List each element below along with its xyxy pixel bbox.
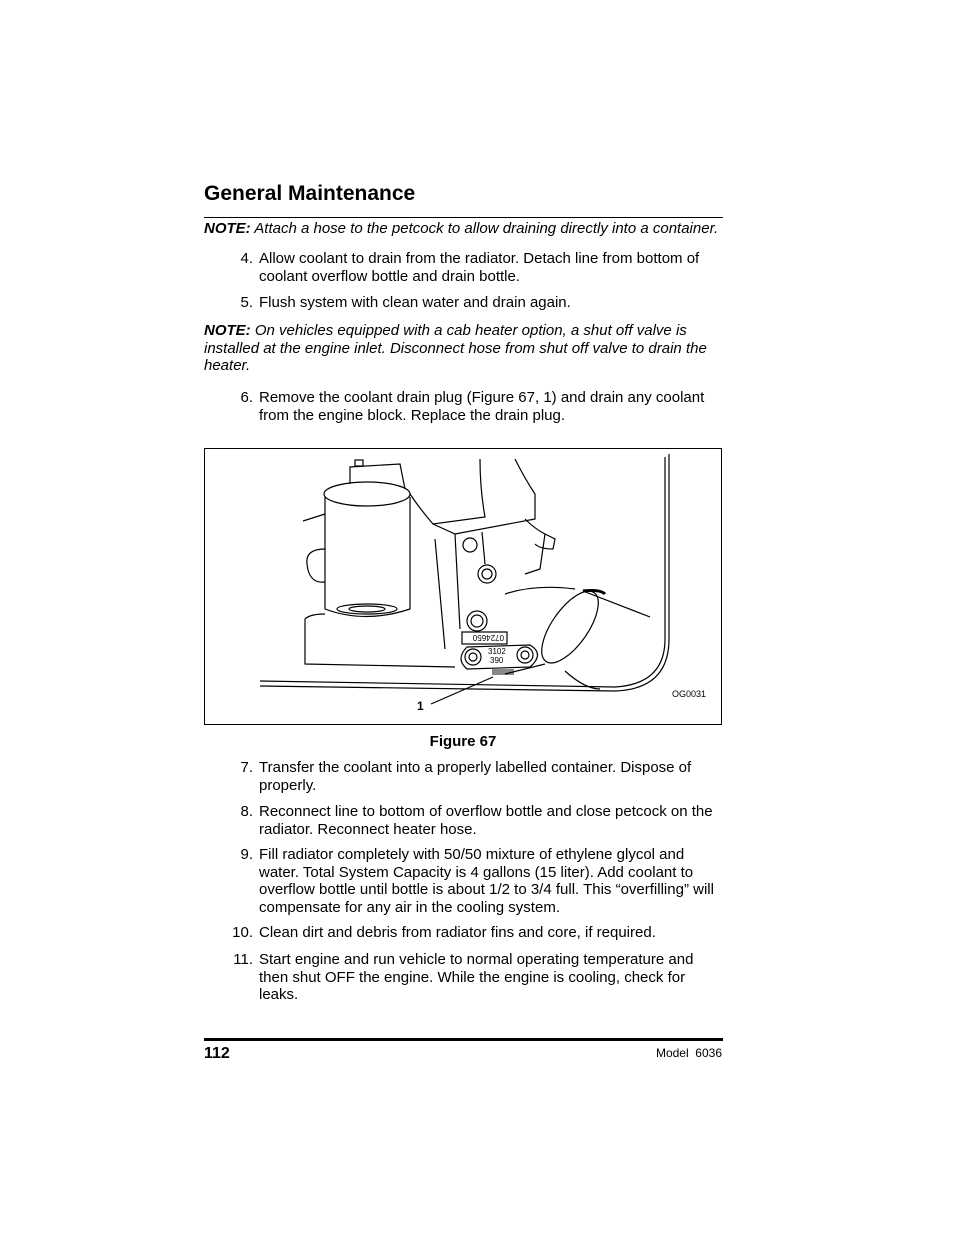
title-rule (204, 217, 723, 218)
page-number: 112 (204, 1045, 230, 1062)
footer-rule (204, 1038, 723, 1041)
step-7: 7. Transfer the coolant into a properly labelled container. Dispose of properly. (240, 759, 692, 794)
engine-drain-plug-illustration (205, 449, 721, 724)
figure-67 (204, 448, 722, 725)
figure-code: OG0031 (672, 689, 707, 699)
figure-caption: Figure 67 (429, 733, 497, 750)
step-10: 10. Clean dirt and debris from radiator fins and core, if required. (232, 924, 656, 941)
part-number-label: 390 (490, 656, 504, 665)
page-title: General Maintenance (204, 182, 416, 205)
callout-1: 1 (417, 699, 424, 713)
step-9: 9. Fill radiator completely with 50/50 mixture of ethylene glycol and water. Total System Capacity is 4 gallons (15 liter). Add coolant to overflow bottle until bottle is about 1/2 to 3/4 full. This “overfilling” will compensate for any air in the cooling system. (240, 846, 714, 916)
step-8: 8. Reconnect line to bottom of overflow bottle and close petcock on the radiator. Reconnect heater hose. (240, 803, 713, 838)
step-11: 11. Start engine and run vehicle to normal operating temperature and then shut OFF the engine. While the engine is cooling, check for leaks. (233, 951, 694, 1003)
note-cab-heater: NOTE: On vehicles equipped with a cab heater option, a shut off valve is installed at the engine inlet. Disconnect hose from shut off valve to drain the heater. (204, 322, 707, 374)
part-number-label: 3102 (488, 647, 506, 656)
step-5: 5. Flush system with clean water and drain again. (240, 294, 571, 311)
part-number-label: 0724650 (472, 633, 504, 642)
step-6: 6. Remove the coolant drain plug (Figure 67, 1) and drain any coolant from the engine block. Replace the drain plug. (240, 389, 705, 424)
model-label: Model 6036 (655, 1046, 722, 1060)
step-4: 4. Allow coolant to drain from the radiator. Detach line from bottom of coolant overflow bottle and drain bottle. (240, 250, 700, 285)
note-petcock: NOTE: Attach a hose to the petcock to allow draining directly into a container. (204, 220, 719, 237)
